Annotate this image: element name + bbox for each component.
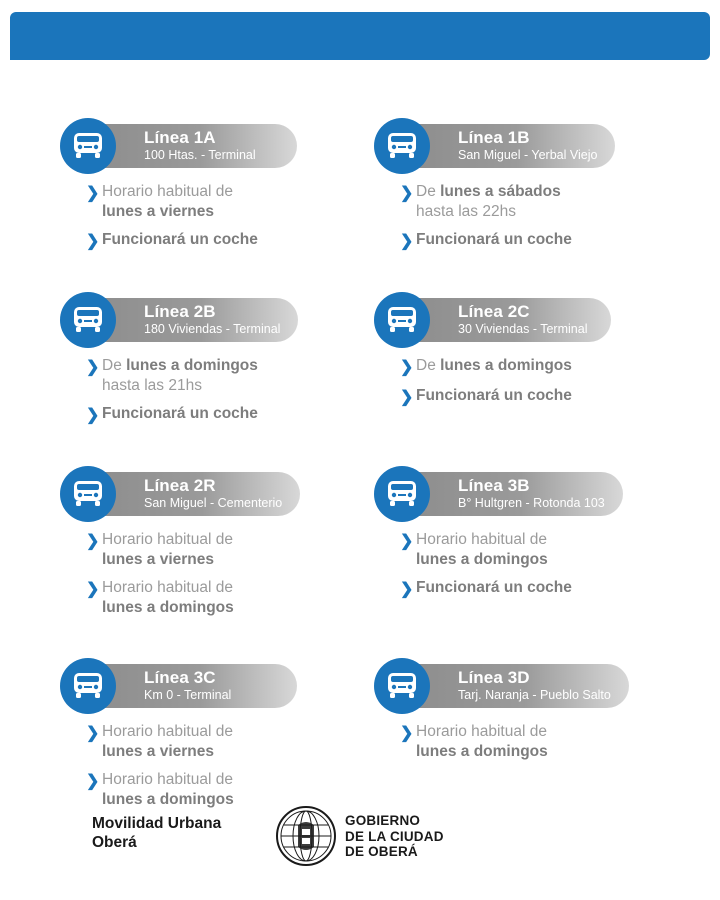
bus-line-route: B° Hultgren - Rotonda 103 xyxy=(458,496,605,510)
bus-icon xyxy=(60,292,116,348)
bus-line-header xyxy=(374,118,664,174)
gov-line3: DE OBERÁ xyxy=(345,844,418,859)
bus-line-route: Km 0 - Terminal xyxy=(144,688,232,702)
bus-line-route: San Miguel - Cementerio xyxy=(144,496,283,510)
bus-line-item-text: Funcionará un coche xyxy=(416,579,572,596)
bus-line-block xyxy=(374,466,664,626)
bus-line-item-text: Funcionará un coche xyxy=(416,387,572,404)
government-seal-icon xyxy=(275,805,337,867)
chevron-right-icon: ❯ xyxy=(86,773,100,790)
bus-line-item xyxy=(86,722,350,762)
bus-line-route: 180 Viviendas - Terminal xyxy=(144,322,281,336)
bus-line-items xyxy=(374,722,664,762)
bus-line-block xyxy=(374,292,664,434)
bus-line-item xyxy=(400,530,664,570)
bus-line-route: 100 Htas. - Terminal xyxy=(144,148,256,162)
bus-line-block xyxy=(374,118,664,260)
bus-line-route: Tarj. Naranja - Pueblo Salto xyxy=(458,688,611,702)
bus-line-block xyxy=(60,292,350,434)
bus-line-header xyxy=(60,466,350,522)
bus-icon xyxy=(374,658,430,714)
bus-line-item xyxy=(400,182,664,222)
footer-brand xyxy=(92,814,221,852)
bus-line-item-text: Horario habitual de lunes a domingos xyxy=(102,771,234,808)
chevron-right-icon: ❯ xyxy=(400,185,414,202)
bus-line-item-text: Horario habitual de lunes a viernes xyxy=(102,183,233,220)
footer-brand-line1: Movilidad Urbana xyxy=(92,815,222,832)
government-wordmark xyxy=(345,813,444,860)
bus-line-title: Línea 2B xyxy=(144,302,216,321)
bus-line-header xyxy=(60,292,350,348)
chevron-right-icon: ❯ xyxy=(86,533,100,550)
bus-line-item-text: Horario habitual de lunes a domingos xyxy=(102,579,234,616)
gov-line1: GOBIERNO xyxy=(345,813,421,828)
bus-line-pill xyxy=(396,664,629,708)
chevron-right-icon: ❯ xyxy=(400,533,414,550)
bus-line-item xyxy=(400,356,664,378)
bus-line-item-text: Horario habitual de lunes a domingos xyxy=(416,531,548,568)
chevron-right-icon: ❯ xyxy=(86,407,100,424)
chevron-right-icon: ❯ xyxy=(400,581,414,598)
bus-line-item xyxy=(86,530,350,570)
bus-line-item-text: De lunes a domingos xyxy=(416,357,572,374)
chevron-right-icon: ❯ xyxy=(86,233,100,250)
bus-line-header xyxy=(374,292,664,348)
bus-line-pill xyxy=(396,472,623,516)
bus-line-title: Línea 2R xyxy=(144,476,216,495)
footer-brand-line2: Oberá xyxy=(92,834,137,851)
bus-line-item xyxy=(86,356,350,396)
chevron-right-icon: ❯ xyxy=(400,233,414,250)
bus-line-item xyxy=(400,386,664,408)
footer xyxy=(0,800,720,900)
bus-line-item xyxy=(86,182,350,222)
bus-line-item-text: Horario habitual de lunes a domingos xyxy=(416,723,548,760)
bus-line-items xyxy=(374,182,664,252)
bus-line-route: 30 Viviendas - Terminal xyxy=(458,322,588,336)
bus-line-item xyxy=(400,230,664,252)
bus-lines-grid xyxy=(60,118,670,850)
bus-line-item xyxy=(86,404,350,426)
chevron-right-icon: ❯ xyxy=(86,725,100,742)
bus-line-header xyxy=(374,658,664,714)
chevron-right-icon: ❯ xyxy=(86,581,100,598)
bus-line-items xyxy=(60,356,350,426)
bus-line-item-text: Funcionará un coche xyxy=(416,231,572,248)
bus-line-items xyxy=(374,530,664,600)
bus-line-title: Línea 3B xyxy=(458,476,530,495)
chevron-right-icon: ❯ xyxy=(86,185,100,202)
bus-line-header xyxy=(60,658,350,714)
bus-icon xyxy=(60,658,116,714)
bus-line-items xyxy=(60,722,350,810)
bus-icon xyxy=(60,118,116,174)
chevron-right-icon: ❯ xyxy=(400,359,414,376)
bus-line-title: Línea 1A xyxy=(144,128,216,147)
bus-line-block xyxy=(60,118,350,260)
bus-line-item-text: Horario habitual de lunes a viernes xyxy=(102,531,233,568)
bus-line-title: Línea 1B xyxy=(458,128,530,147)
bus-line-items xyxy=(60,530,350,618)
bus-line-title: Línea 3C xyxy=(144,668,216,687)
bus-line-item xyxy=(86,230,350,252)
bus-line-header xyxy=(60,118,350,174)
bus-line-item-text: Funcionará un coche xyxy=(102,231,258,248)
bus-line-items xyxy=(60,182,350,252)
bus-icon xyxy=(60,466,116,522)
bus-line-item xyxy=(400,722,664,762)
bus-icon xyxy=(374,466,430,522)
top-banner xyxy=(10,12,710,60)
bus-line-block xyxy=(374,658,664,818)
bus-line-item-text: Horario habitual de lunes a viernes xyxy=(102,723,233,760)
bus-line-block xyxy=(60,658,350,818)
chevron-right-icon: ❯ xyxy=(400,389,414,406)
bus-line-block xyxy=(60,466,350,626)
gov-line2: DE LA CIUDAD xyxy=(345,828,444,844)
bus-line-title: Línea 3D xyxy=(458,668,530,687)
bus-line-title: Línea 2C xyxy=(458,302,530,321)
bus-line-item-text: De lunes a domingos hasta las 21hs xyxy=(102,357,258,394)
chevron-right-icon: ❯ xyxy=(86,359,100,376)
bus-line-item xyxy=(400,578,664,600)
bus-line-header xyxy=(374,466,664,522)
bus-icon xyxy=(374,118,430,174)
bus-icon xyxy=(374,292,430,348)
bus-line-items xyxy=(374,356,664,408)
bus-line-item-text: Funcionará un coche xyxy=(102,405,258,422)
bus-line-route: San Miguel - Yerbal Viejo xyxy=(458,148,598,162)
chevron-right-icon: ❯ xyxy=(400,725,414,742)
bus-line-item-text: De lunes a sábados hasta las 22hs xyxy=(416,183,561,220)
bus-line-item xyxy=(86,578,350,618)
